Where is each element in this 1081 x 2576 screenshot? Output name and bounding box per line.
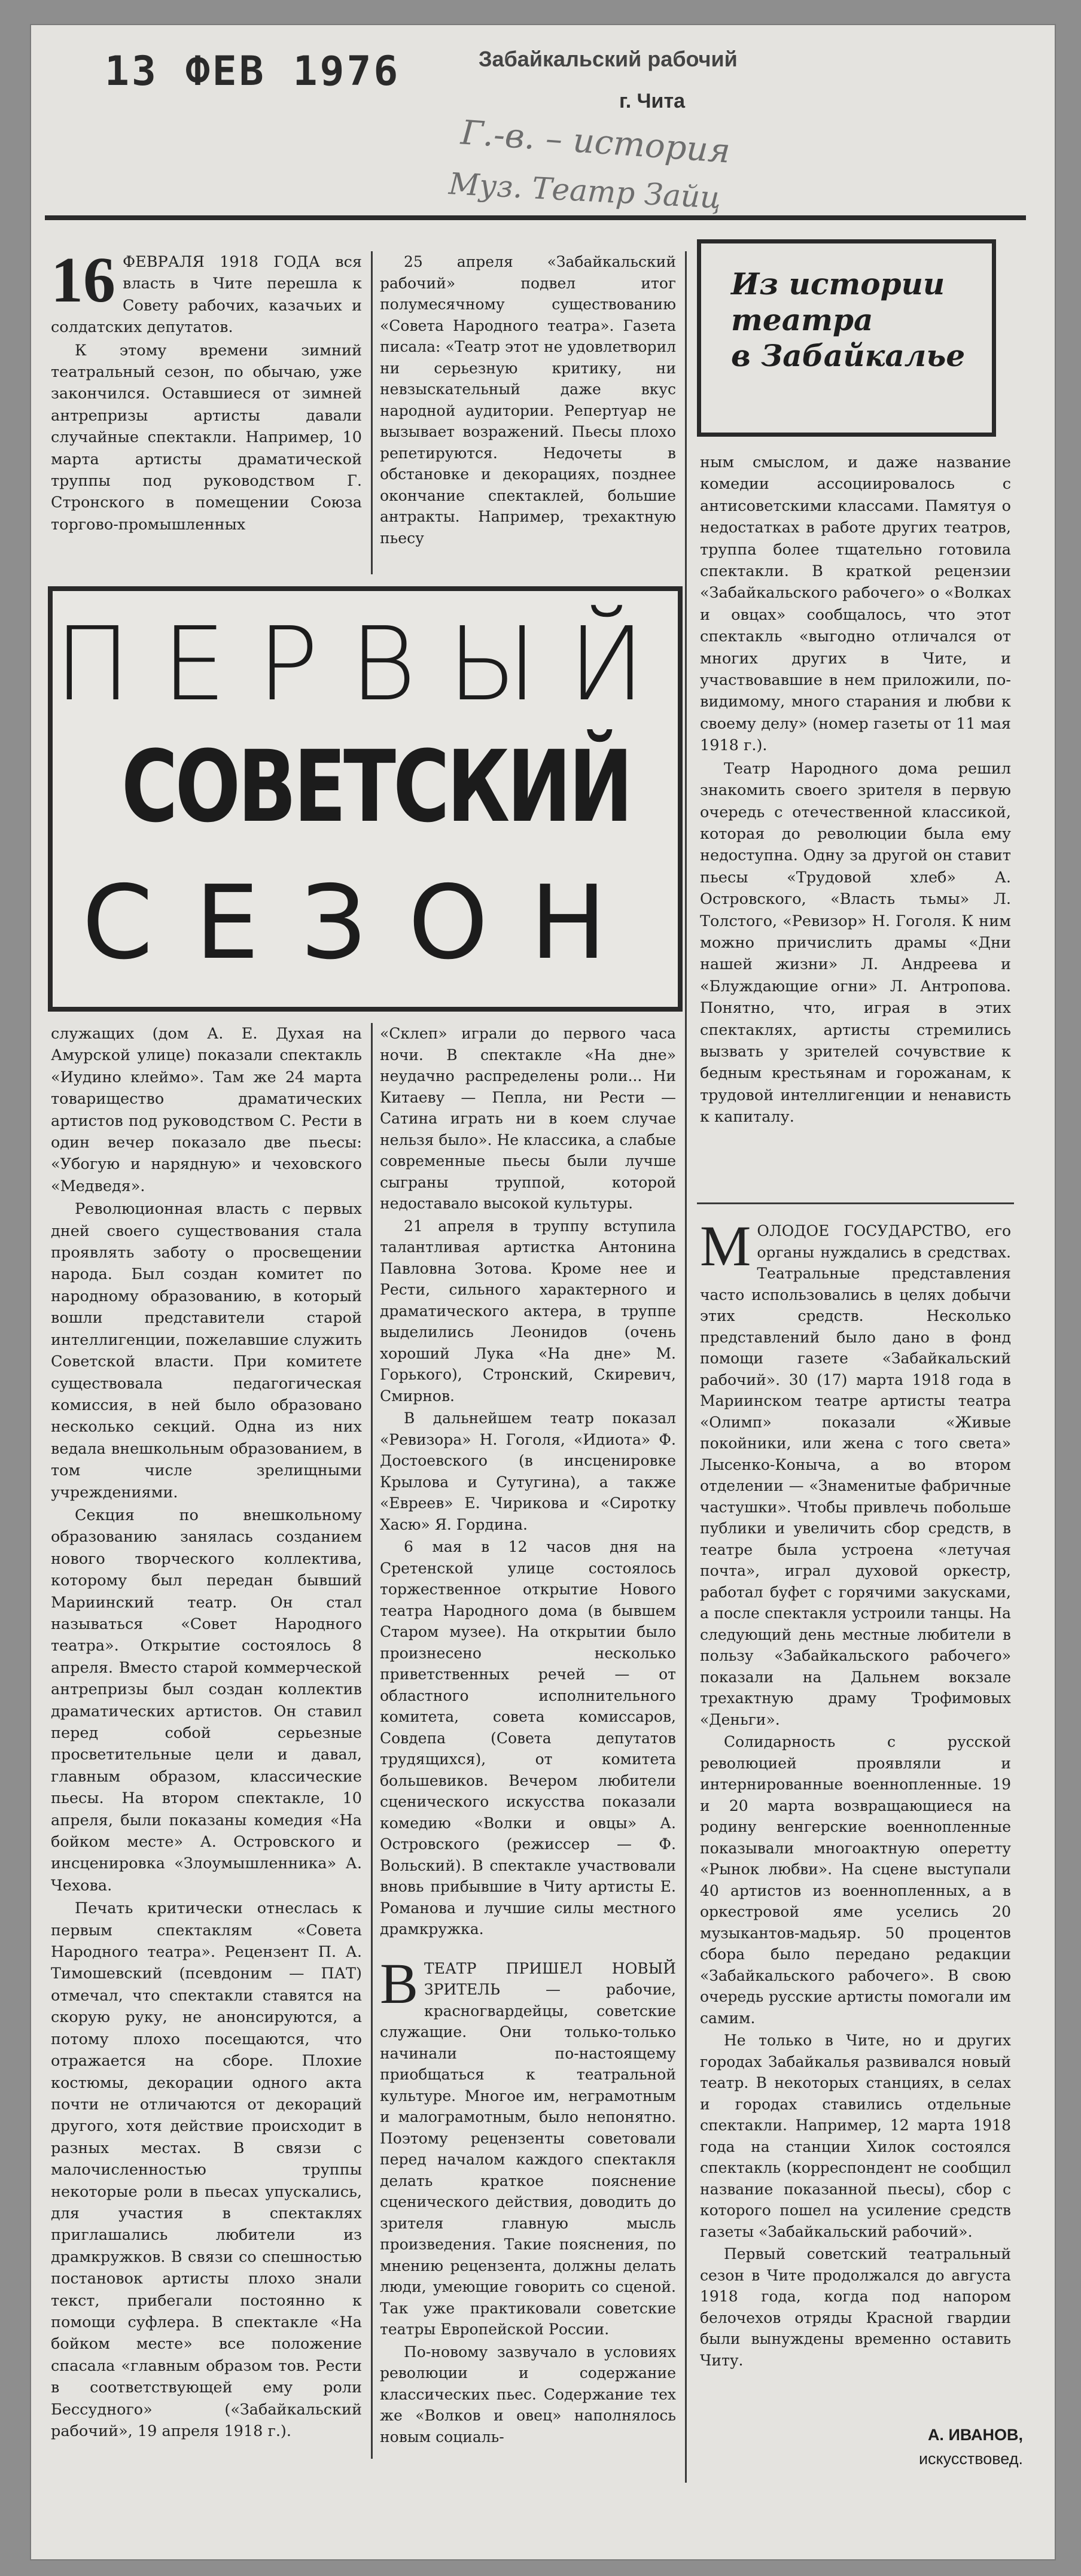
author-name: А. ИВАНОВ, (927, 2426, 1023, 2444)
handwritten-note: Муз. Театр Зайц (447, 166, 722, 215)
column-divider (371, 1023, 373, 2459)
column-divider (685, 251, 687, 2483)
author-title: искусствовед. (918, 2450, 1023, 2468)
article-paragraph: ным смыслом, и даже название комедии ассоциировалось с антисоветскими классами. Памятуя о недостатках в работе других театров, труппа более тщательно готовила спектакли. В краткой рецензии «Забайкальского рабочего» о «Волках и овцах» сообщалось, что этот спектакль «выгодно отличался от многих других в Чите, и участвовавшие в нем приложили, по-видимому, много старания и любви к своему делу» (номер газеты от 11 мая 1918 г.). (700, 453, 1011, 755)
article-paragraph: ФЕВРАЛЯ 1918 ГОДА вся власть в Чите перешла к Совету рабочих, казачьих и солдатских депутатов. (51, 253, 362, 337)
article-paragraph: 6 мая в 12 часов дня на Сретенской улице состоялось торжественное открытие Нового театра Народного дома (в бывшем Старом музее). На открытии было произнесено несколько приветственных речей — от областного исполнительного комитета, совета комиссаров, Совдепа (Совета депутатов трудящихся), от комитета большевиков. Вечером любители сценического искусства показали комедию «Волки и овцы» А. Островского (режиссер — Ф. Вольский). В спектакле участвовали вновь прибывшие в Читу артисты Е. Романова и лучшие силы местного драмкружка. (380, 1538, 676, 1938)
newspaper-source: Забайкальский рабочий (479, 47, 738, 71)
newspaper-city: г. Чита (619, 90, 686, 112)
article-column-c-top (700, 452, 1011, 1193)
article-column-c-bottom (700, 1220, 1011, 2417)
drop-cap: В (380, 1951, 419, 2015)
column-divider (371, 251, 373, 574)
handwritten-note: Г.-в. – история (459, 113, 732, 171)
article-paragraph: Секция по внешкольному образованию занялась созданием нового творческого коллектива, которому был передан бывший Мариинский театр. Он стал называться «Совет Народного театра». Открытие состоялось 8 апреля. Вместо старой коммерческой антрепризы был создан коллектив драматических артистов. Он ставил перед собой серьезные просветительные цели и давал, главным образом, классические пьесы. На втором спектакле, 10 апреля, были показаны комедия «На бойком месте» А. Островского и инсценировка «Злоумышленника» А. Чехова. (51, 1506, 362, 1895)
article-paragraph: Печать критически отнеслась к первым спектаклям «Совета Народного театра». Рецензент П. А. Тимошевский (псевдоним — ПАТ) отмечал, что спектакли ставятся на скорую руку, не анонсируются, а потому плохо посещаются, что отражается на сборе. Плохие костюмы, декорации одного акта почти не отличаются от декораций другого, хотя действие происходит в разных местах. В связи с малочисленностью труппы некоторые роли в пьесах упускались, для участия в спектаклях приглашались любители из драмкружков. В связи со спешностью постановок артисты плохо знали текст, прибегали постоянно к помощи суфлера. В спектакле «На бойком месте» все положение спасала «главным образом тов. Рести в соответствующей ему роли Бессудного» («Забайкальский рабочий», 19 апреля 1918 г.). (51, 1899, 362, 2440)
article-paragraph: служащих (дом А. Е. Духая на Амурской улице) показали спектакль «Иудино клеймо». Там же 24 марта товарищество драматических артистов под руководством С. Рести в один вечер показало две пьесы: «Убогую и нарядную» и чеховского «Медведя». (51, 1025, 362, 1195)
date-stamp: 13 ФЕВ 1976 (105, 48, 401, 95)
article-paragraph: Солидарность с русской революцией проявляли и интернированные военнопленные. 19 и 20 марта возвращающиеся на родину венгерские военнопленные показывали многоактную оперетту «Рынок любви». На сцене выступали 40 артистов из военнопленных, а в оркестровой яме уселись 20 музыкантов-мадьяр. 50 процентов сбора было передано редакции «Забайкальского рабочего». В свою очередь русские артисты помогали им самим. (700, 1733, 1011, 2027)
article-paragraph: ОЛОДОЕ ГОСУДАРСТВО, его органы нуждались в средствах. Театральные представления часто использовались в целях добычи этих средств. Несколько представлений было дано в фонд помощи газете «Забайкальский рабочий». 30 (17) марта 1918 года в Мариинском театре артисты театра «Олимп» показали «Живые покойники, или жена с того света» Лысенко-Коныча, а во втором отделении — «Знаменитые фабричные частушки». Чтобы привлечь побольше публики и увеличить сбор средств, в театре была устроена «летучая почта», играл духовой оркестр, работал буфет с горячими закусками, а после спектакля устроили танцы. На следующий день местные любители в пользу «Забайкальского рабочего» показали на Дальнем вокзале трехактную драму Трофимовых «Деньги». (700, 1222, 1011, 1728)
rubric-box (697, 239, 996, 437)
drop-number: 16 (51, 251, 115, 316)
article-column-a-top (51, 251, 362, 574)
drop-cap: М (700, 1220, 751, 1278)
author-signature (844, 2423, 1023, 2471)
article-paragraph: В дальнейшем театр показал «Ревизора» Н. Гоголя, «Идиота» Ф. Достоевского (в инсценировке Крылова и Сутугина), а также «Евреев» Е. Чирикова и «Сиротку Хасю» Я. Гордина. (380, 1409, 676, 1533)
article-paragraph: 25 апреля «Забайкальский рабочий» подвел итог полумесячному существованию «Совета Народного театра». Газета писала: «Театр этот не удовлетворил ни серьезную критику, ни невзыскательный даже вкус народной аудитории. Репертуар не вызывает возражений. Пьесы плохо репетируются. Недочеты в обстановке и декорациях, позднее окончание спектаклей, большие антракты. Например, трехактную пьесу (380, 253, 676, 547)
article-paragraph: Первый советский театральный сезон в Чите продолжался до августа 1918 года, когда под напором белочехов отряды Красной гвардии были вынуждены временно оставить Читу. (700, 2245, 1011, 2369)
headline-line-1: ПЕРВЫЙ (54, 605, 677, 724)
article-paragraph: По-новому зазвучало в условиях революции и содержание классических пьес. Содержание тех же «Волков и овец» наполнялось новым социаль- (380, 2343, 676, 2446)
article-paragraph: ТЕАТР ПРИШЕЛ НОВЫЙ ЗРИТЕЛЬ — рабочие, красногвардейцы, советские служащие. Они только-только начинали по-настоящему приобщаться к театральной культуре. Многое им, неграмотным и малограмотным, было непонятно. Поэтому рецензенты советовали перед началом каждого спектакля делать краткое пояснение сценического действия, доводить до зрителя главную мысль произведения. Такие пояснения, по мнению рецензента, должны делать люди, умеющие говорить со сценой. Так уже практиковали советские театры Европейской России. (380, 1959, 676, 2338)
rubric-line: в Забайкалье (731, 338, 966, 373)
rubric-line: Из истории (731, 266, 945, 302)
article-paragraph: Не только в Чите, но и других городах Забайкалья развивался новый театр. В некоторых станциях, в селах и городах ставились отдельные спектакли. Например, 12 марта 1918 года на станции Хилок состоялся спектакль (корреспондент не сообщил название показанной пьесы), сбор с которого пошел на усиление средств газеты «Забайкальский рабочий». (700, 2032, 1011, 2240)
section-divider (697, 1202, 1014, 1204)
article-column-b-bottom (380, 1023, 676, 2459)
headline-line-3: СЕЗОН (82, 864, 648, 982)
header-rule (45, 215, 1026, 220)
article-paragraph: 21 апреля в труппу вступила талантливая артистка Антонина Павловна Зотова. Кроме нее и Рести, сильного характерного и драматического актера, в труппе выделились Леонидов (очень хороший Лука «На дне» М. Горького), Стронский, Скиревич, Смирнов. (380, 1217, 676, 1405)
headline-line-2: СОВЕТСКИЙ (121, 729, 631, 844)
headline-box (48, 586, 683, 1012)
article-column-a-bottom (51, 1023, 362, 2459)
article-paragraph: Театр Народного дома решил знакомить своего зрителя в первую очередь с отечественной классикой, которая до революции была ему недоступна. Одну за другой он ставит пьесы «Трудовой хлеб» А. Островского, «Власть тьмы» Л. Толстого, «Ревизор» Н. Гоголя. К ним можно причислить драмы «Дни нашей жизни» Л. Андреева и «Блуждающие огни» Л. Антропова. Понятно, что, играя в этих спектаклях, артисты стремились вызвать у зрителей сочувствие к бедным крестьянам и горожанам, к трудовой интеллигенции и ненависть к капиталу. (700, 759, 1011, 1126)
rubric-line: театра (731, 302, 873, 337)
article-paragraph: К этому времени зимний театральный сезон, по обычаю, уже закончился. Оставшиеся от зимней антрепризы артисты давали случайные спектакли. Например, 10 марта артисты драматической труппы под руководством Г. Стронского в помещении Союза торгово-промышленных (51, 341, 362, 534)
article-paragraph: «Склеп» играли до первого часа ночи. В спектакле «На дне» неудачно распределены роли... Ни Китаеву — Пепла, ни Рести — Сатина играть ни в коем случае нельзя было». Не классика, а слабые современные пьесы были лучше сыграны труппой, которой недоставало высокой культуры. (380, 1025, 676, 1212)
article-paragraph: Революционная власть с первых дней своего существования стала проявлять заботу о просвещении народа. Был создан комитет по народному образованию, в который вошли представители старой интеллигенции, пожелавшие служить Советской власти. При комитете существовала педагогическая комиссия, в ней было образовано несколько секций. Одна из них ведала внешкольным образованием, в том числе зрелищными учреждениями. (51, 1200, 362, 1502)
article-column-b-top (380, 251, 676, 574)
